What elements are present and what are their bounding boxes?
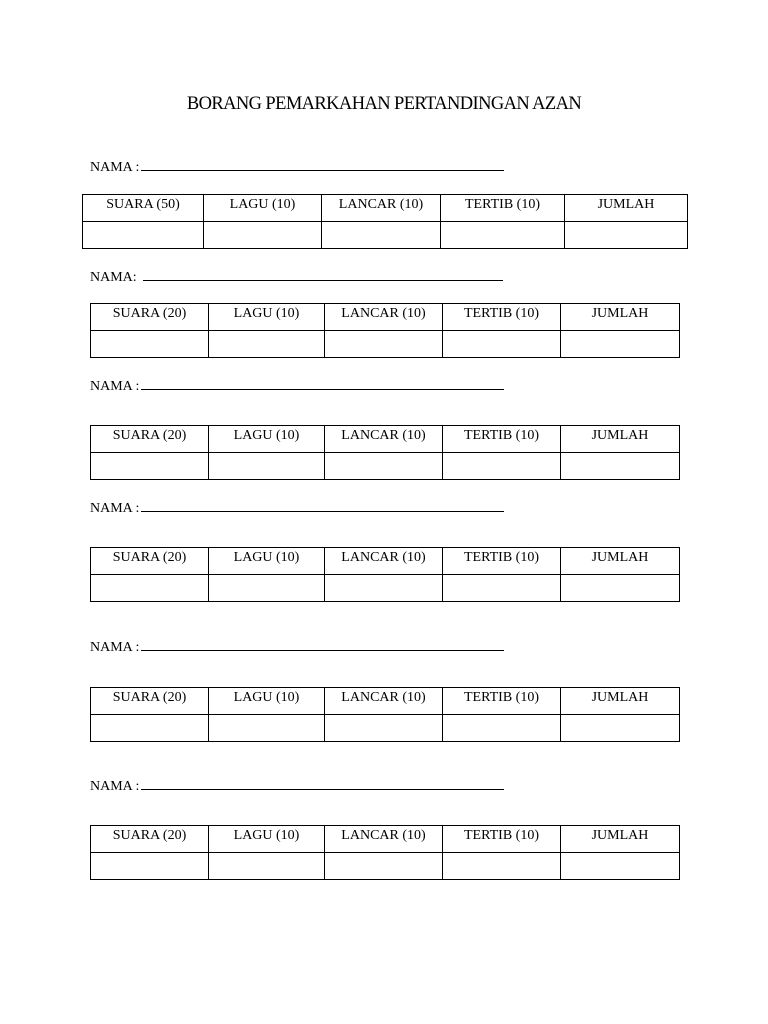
col-tertib-header: TERTIB (10) <box>441 195 565 222</box>
header-row <box>91 426 680 453</box>
suara-score-cell[interactable] <box>91 715 209 742</box>
col-lancar-header: LANCAR (10) <box>322 195 441 222</box>
name-label: NAMA: <box>90 270 137 285</box>
lancar-score-cell[interactable] <box>325 453 443 480</box>
jumlah-score-cell[interactable] <box>561 331 680 358</box>
col-jumlah-header: JUMLAH <box>561 826 680 853</box>
col-suara-header: SUARA (20) <box>91 688 209 715</box>
name-underline[interactable] <box>141 377 504 390</box>
col-lagu-header: LAGU (10) <box>204 195 322 222</box>
name-label: NAMA : <box>90 501 140 516</box>
name-label: NAMA : <box>90 379 140 394</box>
header-row <box>91 688 680 715</box>
score-entry-row <box>91 575 680 602</box>
lancar-score-cell[interactable] <box>325 715 443 742</box>
col-lancar-header: LANCAR (10) <box>325 304 443 331</box>
col-jumlah-header: JUMLAH <box>561 426 680 453</box>
name-field-1[interactable] <box>90 158 504 176</box>
score-entry-row <box>91 853 680 880</box>
name-field-4[interactable] <box>90 499 504 517</box>
header-row <box>91 826 680 853</box>
tertib-score-cell[interactable] <box>441 222 565 249</box>
score-entry-row <box>91 331 680 358</box>
jumlah-score-cell[interactable] <box>561 715 680 742</box>
score-entry-row <box>83 222 688 249</box>
tertib-score-cell[interactable] <box>443 575 561 602</box>
score-table-4 <box>90 547 680 602</box>
name-field-2[interactable] <box>90 268 503 286</box>
header-row <box>91 548 680 575</box>
col-suara-header: SUARA (20) <box>91 826 209 853</box>
name-field-5[interactable] <box>90 638 504 656</box>
lagu-score-cell[interactable] <box>209 853 325 880</box>
lagu-score-cell[interactable] <box>209 453 325 480</box>
suara-score-cell[interactable] <box>91 575 209 602</box>
col-lagu-header: LAGU (10) <box>209 826 325 853</box>
lagu-score-cell[interactable] <box>209 715 325 742</box>
score-entry-row <box>91 453 680 480</box>
suara-score-cell[interactable] <box>91 331 209 358</box>
col-tertib-header: TERTIB (10) <box>443 426 561 453</box>
col-jumlah-header: JUMLAH <box>561 548 680 575</box>
tertib-score-cell[interactable] <box>443 715 561 742</box>
col-jumlah-header: JUMLAH <box>565 195 688 222</box>
score-table-1 <box>82 194 688 249</box>
jumlah-score-cell[interactable] <box>561 853 680 880</box>
col-lancar-header: LANCAR (10) <box>325 688 443 715</box>
col-tertib-header: TERTIB (10) <box>443 826 561 853</box>
col-tertib-header: TERTIB (10) <box>443 688 561 715</box>
col-lancar-header: LANCAR (10) <box>325 426 443 453</box>
name-label: NAMA : <box>90 779 140 794</box>
col-jumlah-header: JUMLAH <box>561 688 680 715</box>
lagu-score-cell[interactable] <box>209 575 325 602</box>
lagu-score-cell[interactable] <box>204 222 322 249</box>
col-jumlah-header: JUMLAH <box>561 304 680 331</box>
suara-score-cell[interactable] <box>91 453 209 480</box>
tertib-score-cell[interactable] <box>443 853 561 880</box>
col-tertib-header: TERTIB (10) <box>443 548 561 575</box>
jumlah-score-cell[interactable] <box>565 222 688 249</box>
col-lagu-header: LAGU (10) <box>209 426 325 453</box>
score-table-2 <box>90 303 680 358</box>
name-label: NAMA : <box>90 640 140 655</box>
lancar-score-cell[interactable] <box>325 575 443 602</box>
score-table-6 <box>90 825 680 880</box>
name-underline[interactable] <box>141 777 504 790</box>
form-title: BORANG PEMARKAHAN PERTANDINGAN AZAN <box>186 94 582 114</box>
lagu-score-cell[interactable] <box>209 331 325 358</box>
col-suara-header: SUARA (50) <box>83 195 204 222</box>
col-suara-header: SUARA (20) <box>91 548 209 575</box>
tertib-score-cell[interactable] <box>443 453 561 480</box>
name-underline[interactable] <box>141 499 504 512</box>
suara-score-cell[interactable] <box>83 222 204 249</box>
name-underline[interactable] <box>141 158 504 171</box>
col-suara-header: SUARA (20) <box>91 304 209 331</box>
suara-score-cell[interactable] <box>91 853 209 880</box>
lancar-score-cell[interactable] <box>322 222 441 249</box>
jumlah-score-cell[interactable] <box>561 453 680 480</box>
col-lancar-header: LANCAR (10) <box>325 826 443 853</box>
jumlah-score-cell[interactable] <box>561 575 680 602</box>
name-label: NAMA : <box>90 160 140 175</box>
header-row <box>91 304 680 331</box>
name-field-3[interactable] <box>90 377 504 395</box>
score-table-3 <box>90 425 680 480</box>
header-row <box>83 195 688 222</box>
lancar-score-cell[interactable] <box>325 331 443 358</box>
col-lagu-header: LAGU (10) <box>209 304 325 331</box>
name-underline[interactable] <box>143 268 503 281</box>
col-lagu-header: LAGU (10) <box>209 688 325 715</box>
col-tertib-header: TERTIB (10) <box>443 304 561 331</box>
col-suara-header: SUARA (20) <box>91 426 209 453</box>
name-field-6[interactable] <box>90 777 504 795</box>
col-lagu-header: LAGU (10) <box>209 548 325 575</box>
tertib-score-cell[interactable] <box>443 331 561 358</box>
score-entry-row <box>91 715 680 742</box>
score-table-5 <box>90 687 680 742</box>
col-lancar-header: LANCAR (10) <box>325 548 443 575</box>
name-underline[interactable] <box>141 638 504 651</box>
lancar-score-cell[interactable] <box>325 853 443 880</box>
